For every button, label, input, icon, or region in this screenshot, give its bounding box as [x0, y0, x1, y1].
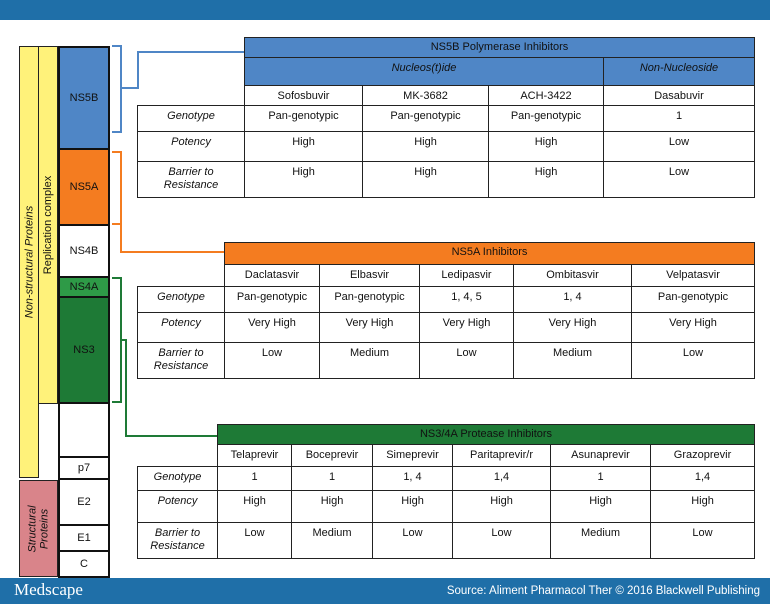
medscape-logo[interactable]: Medscape: [14, 580, 83, 599]
ns5b-subgroup-non-nucleoside: Non-Nucleoside: [604, 58, 755, 86]
table-cell: Pan-genotypic: [320, 287, 420, 313]
row-label: Potency: [138, 491, 218, 523]
row-label: Barrier to Resistance: [138, 343, 225, 379]
table-cell: Pan-genotypic: [225, 287, 320, 313]
table-cell: 1: [292, 467, 373, 491]
table-cell: Medium: [320, 343, 420, 379]
table-cell: Low: [373, 523, 453, 559]
ns5b-title: NS5B Polymerase Inhibitors: [245, 38, 755, 58]
ns3-table: [137, 424, 755, 559]
segment-ns4b: NS4B: [60, 226, 108, 278]
drug-name: Daclatasvir: [225, 265, 320, 287]
ns5b-subgroup-nucleoside: Nucleos(t)ide: [245, 58, 604, 86]
table-cell: High: [489, 132, 604, 162]
table-cell: Medium: [514, 343, 632, 379]
ns5b-table: [137, 37, 755, 198]
row-label: Barrier to Resistance: [138, 523, 218, 559]
segment-p7: p7: [60, 458, 108, 480]
drug-name: Ombitasvir: [514, 265, 632, 287]
row-label: Genotype: [138, 106, 245, 132]
segment-e2: E2: [60, 480, 108, 526]
drug-name: Sofosbuvir: [245, 86, 363, 106]
table-cell: High: [245, 132, 363, 162]
row-label: Genotype: [138, 467, 218, 491]
drug-name: Elbasvir: [320, 265, 420, 287]
replication-complex-label: Replication complex: [42, 175, 54, 275]
table-cell: High: [245, 162, 363, 198]
table-cell: Very High: [225, 313, 320, 343]
segment-c: C: [60, 552, 108, 576]
table-cell: Very High: [420, 313, 514, 343]
table-cell: High: [363, 162, 489, 198]
ns5a-title: NS5A Inhibitors: [225, 243, 755, 265]
drug-name: Ledipasvir: [420, 265, 514, 287]
table-cell: Pan-genotypic: [489, 106, 604, 132]
table-cell: Low: [632, 343, 755, 379]
table-cell: Very High: [632, 313, 755, 343]
ns3-title: NS3/4A Protease Inhibitors: [218, 425, 755, 445]
table-cell: High: [218, 491, 292, 523]
structural-label: Structural Proteins: [26, 504, 51, 553]
segment-e1: E1: [60, 526, 108, 552]
table-cell: Low: [225, 343, 320, 379]
table-cell: High: [453, 491, 551, 523]
table-cell: 1,4: [651, 467, 755, 491]
source-credit: Source: Aliment Pharmacol Ther © 2016 Blackwell Publishing: [446, 585, 760, 597]
segment-ns5a: NS5A: [60, 150, 108, 226]
table-cell: High: [292, 491, 373, 523]
drug-name: Velpatasvir: [632, 265, 755, 287]
table-cell: High: [651, 491, 755, 523]
row-label: Potency: [138, 313, 225, 343]
table-cell: Very High: [320, 313, 420, 343]
table-cell: High: [363, 132, 489, 162]
ns5a-table: [137, 242, 755, 379]
drug-name: MK-3682: [363, 86, 489, 106]
table-cell: 1: [218, 467, 292, 491]
table-cell: 1: [551, 467, 651, 491]
drug-name: Dasabuvir: [604, 86, 755, 106]
table-cell: 1,4: [453, 467, 551, 491]
table-cell: Low: [604, 132, 755, 162]
table-cell: Pan-genotypic: [363, 106, 489, 132]
table-cell: Low: [218, 523, 292, 559]
table-cell: High: [489, 162, 604, 198]
drug-name: Simeprevir: [373, 445, 453, 467]
table-cell: Medium: [551, 523, 651, 559]
row-label: Barrier to Resistance: [138, 162, 245, 198]
table-cell: Medium: [292, 523, 373, 559]
segment-ns4a: NS4A: [60, 278, 108, 298]
table-cell: 1, 4: [373, 467, 453, 491]
segment-ns3: NS3: [60, 298, 108, 404]
nonstructural-label: Non-structural Proteins: [23, 205, 35, 319]
drug-name: Telaprevir: [218, 445, 292, 467]
table-cell: Low: [420, 343, 514, 379]
table-cell: 1: [604, 106, 755, 132]
drug-name: Boceprevir: [292, 445, 373, 467]
table-cell: High: [551, 491, 651, 523]
drug-name: Paritaprevir/r: [453, 445, 551, 467]
drug-name: ACH-3422: [489, 86, 604, 106]
table-cell: High: [373, 491, 453, 523]
drug-name: Grazoprevir: [651, 445, 755, 467]
table-cell: Very High: [514, 313, 632, 343]
segment-ns5b: NS5B: [60, 48, 108, 150]
row-label: Potency: [138, 132, 245, 162]
table-cell: Pan-genotypic: [245, 106, 363, 132]
table-cell: 1, 4: [514, 287, 632, 313]
drug-name: Asunaprevir: [551, 445, 651, 467]
table-cell: Pan-genotypic: [632, 287, 755, 313]
table-cell: Low: [651, 523, 755, 559]
table-cell: Low: [453, 523, 551, 559]
table-cell: 1, 4, 5: [420, 287, 514, 313]
row-label: Genotype: [138, 287, 225, 313]
table-cell: Low: [604, 162, 755, 198]
